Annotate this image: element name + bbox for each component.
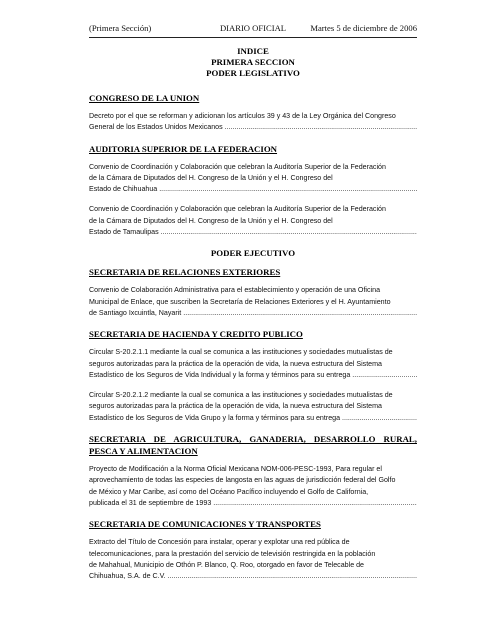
issue-date: Martes 5 de diciembre de 2006 (310, 23, 417, 33)
entry-last-line: General de los Estados Unidos Mexicanos ..... (89, 123, 417, 131)
heading-auditoria: AUDITORIA SUPERIOR DE LA FEDERACION (89, 143, 278, 154)
heading-hacienda: SECRETARIA DE HACIENDA Y CREDITO PUBLICO (89, 329, 303, 340)
entry-line: seguros autorizadas para la práctica de la operación de vida, la nueva estructura del Sistema (89, 359, 382, 368)
index-content (89, 46, 417, 582)
index-entry[interactable] (89, 537, 417, 582)
index-entry[interactable] (89, 111, 417, 134)
entry-line: Proyecto de Modificación a la Norma Oficial Mexicana NOM-006-PESC-1993, Para regular el (89, 465, 382, 474)
entry-line: de la Cámara de Diputados del H. Congreso de la Unión y el H. Congreso del (89, 173, 333, 182)
entry-line: de México y Mar Caribe, así como del Océano Pacífico incluyendo el Golfo de California, (89, 487, 369, 496)
entry-line: Convenio de Coordinación y Colaboración que celebran la Auditoría Superior de la Federación (89, 162, 386, 171)
entry-line: Convenio de Coordinación y Colaboración que celebran la Auditoría Superior de la Federación (89, 205, 386, 214)
index-entry[interactable] (89, 285, 417, 319)
entry-line: aprovechamiento de todas las especies de langosta en las aguas de jurisdicción federal del Golfo (89, 476, 396, 485)
heading-agricultura: SECRETARIA DE AGRICULTURA, GANADERIA, DESARROLLO RURAL, PESCA Y ALIMENTACION (89, 434, 417, 457)
entry-line: telecomunicaciones, para la prestación del servicio de televisión restringida en la población (89, 549, 376, 558)
heading-congreso: CONGRESO DE LA UNION (89, 93, 200, 103)
index-entry[interactable] (89, 204, 417, 238)
entry-last-line: Estadístico de los Seguros de Vida Individual y la forma y términos para su entrega ..... (89, 371, 417, 379)
entry-line: Circular S-20.2.1.1 mediante la cual se comunica a las instituciones y sociedades mutualistas de (89, 348, 393, 357)
section-title: PRIMERA SECCION (211, 57, 295, 67)
running-header (89, 23, 417, 37)
entry-last-line: publicada el 31 de septiembre de 1993 ..... (89, 499, 417, 507)
entry-last-line: de Santiago Ixcuintla, Nayarit ..... (89, 309, 417, 317)
entry-last-line: Estado de Chihuahua ..... (89, 185, 417, 193)
entry-line: Convenio de Colaboración Administrativa para el establecimiento y operación de una Oficina (89, 286, 381, 295)
index-entry[interactable] (89, 464, 417, 509)
heading-relaciones: SECRETARIA DE RELACIONES EXTERIORES (89, 267, 281, 278)
index-entry[interactable] (89, 347, 417, 381)
entry-line: seguros autorizadas para la práctica de la operación de vida, la nueva estructura del Sistema (89, 402, 382, 411)
entry-last-line: Chihuahua, S.A. de C.V. ..... (89, 572, 417, 580)
entry-line: Municipal de Enlace, que suscriben la Secretaría de Relaciones Exteriores y el H. Ayuntamiento (89, 297, 391, 306)
publication-name: DIARIO OFICIAL (219, 23, 287, 33)
entry-last-line: Estado de Tamaulipas ..... (89, 228, 417, 236)
entry-line: Decreto por el que se reforman y adicionan los artículos 39 y 43 de la Ley Orgánica del Congreso (89, 112, 396, 120)
entry-line: de Mahahual, Municipio de Othón P. Blanco, Q. Roo, otorgado en favor de Telecable de (89, 560, 364, 569)
power-title: PODER LEGISLATIVO (206, 68, 300, 78)
index-entry[interactable] (89, 390, 417, 424)
section-label: (Primera Sección) (89, 23, 152, 33)
executive-title: PODER EJECUTIVO (210, 248, 296, 259)
entry-line: de la Cámara de Diputados del H. Congreso de la Unión y el H. Congreso del (89, 216, 333, 225)
index-title: INDICE (237, 46, 269, 56)
heading-comunicaciones: SECRETARIA DE COMUNICACIONES Y TRANSPORTES (89, 519, 321, 530)
entry-last-line: Estadístico de los Seguros de Vida Grupo y la forma y términos para su entrega ..... (89, 414, 417, 422)
entry-line: Circular S-20.2.1.2 mediante la cual se comunica a las instituciones y sociedades mutualistas de (89, 391, 393, 400)
index-entry[interactable] (89, 162, 417, 196)
header-rule (89, 37, 417, 38)
entry-line: Extracto del Título de Concesión para instalar, operar y explotar una red pública de (89, 538, 350, 547)
